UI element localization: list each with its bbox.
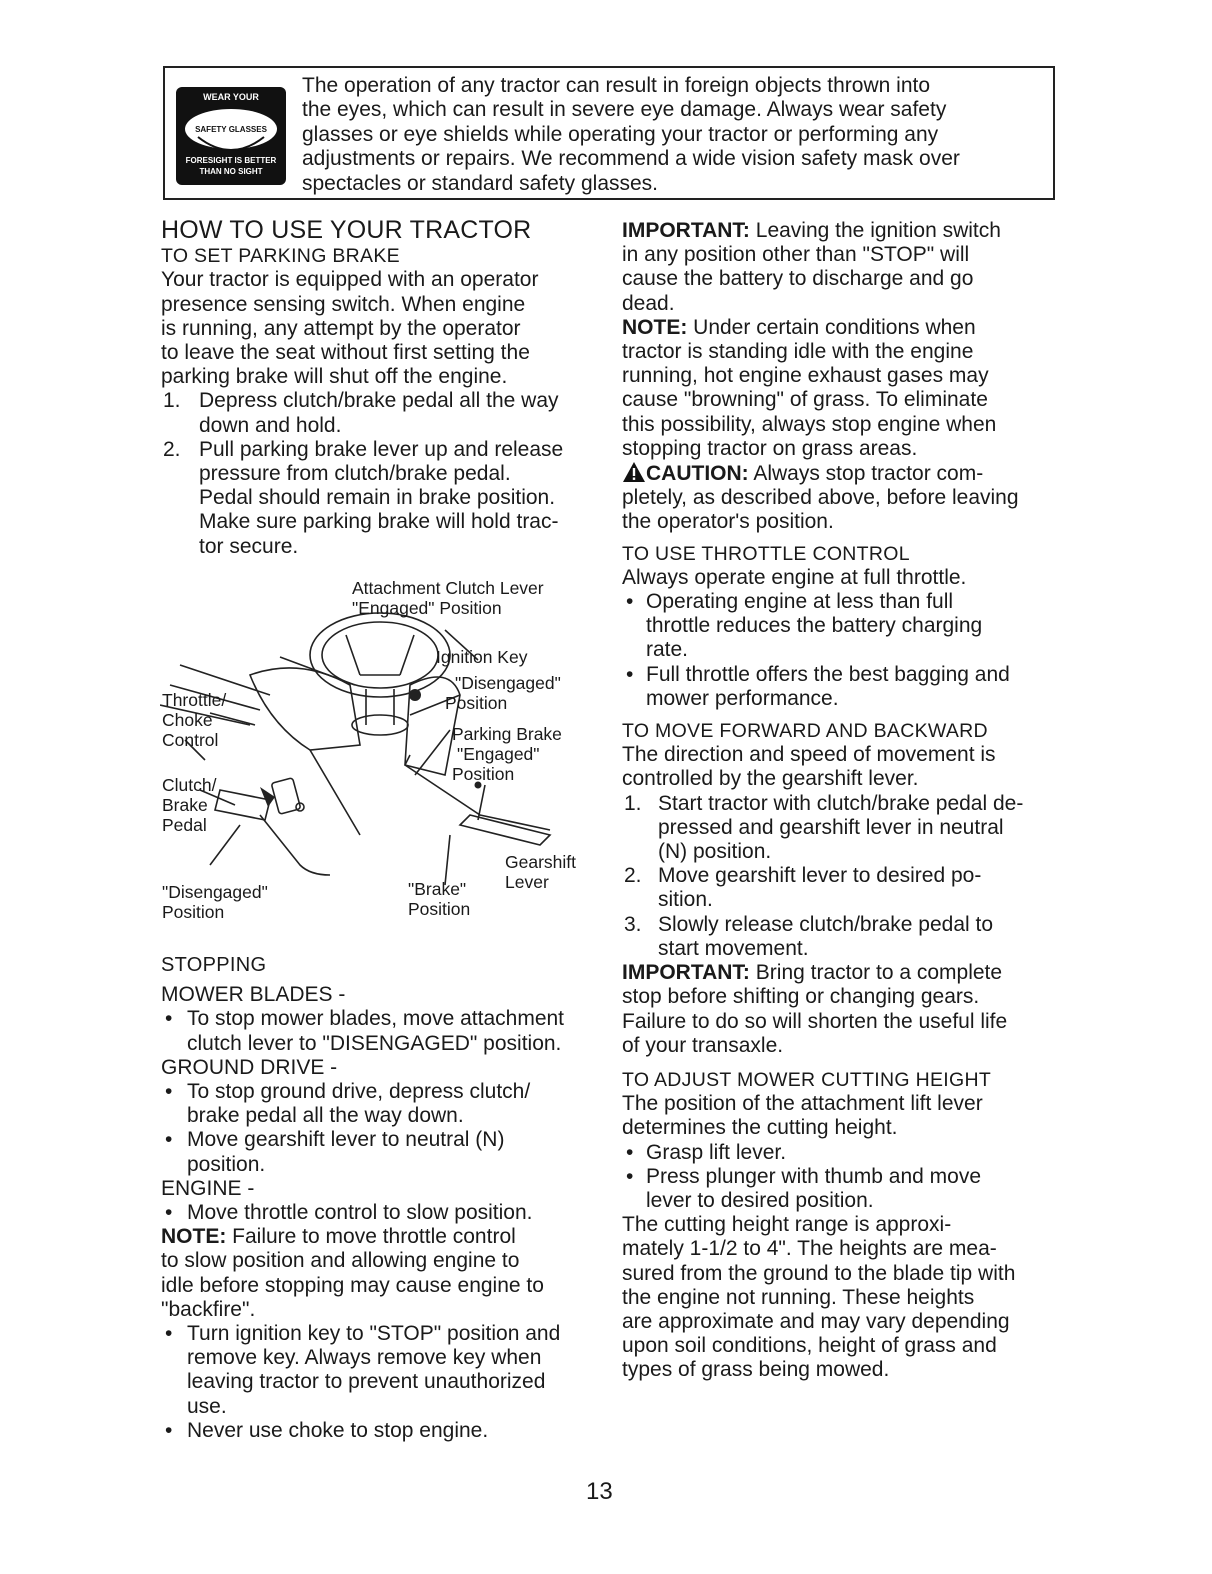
- height-text-line: are approximate and may vary depending: [622, 1309, 1010, 1333]
- step-line: Start tractor with clutch/brake pedal de-: [658, 791, 1024, 815]
- label-line: Parking Brake: [452, 724, 562, 744]
- height-text-line: the engine not running. These heights: [622, 1285, 975, 1309]
- note-line: running, hot engine exhaust gases may: [622, 364, 989, 388]
- important-line: dead.: [622, 291, 675, 315]
- bullet-icon: •: [165, 1128, 173, 1152]
- note-label: NOTE:: [161, 1225, 227, 1249]
- bullet-item: [161, 1201, 601, 1225]
- label-disengaged-left: [162, 882, 268, 922]
- label-line: "Engaged": [457, 744, 540, 764]
- bullet-item: [161, 1128, 601, 1176]
- left-column-top: [161, 218, 601, 559]
- icon-bottom-text-1: FORESIGHT IS BETTER: [185, 156, 277, 165]
- step-line: Move gearshift lever to desired po-: [658, 864, 982, 888]
- bullet-item: [161, 1322, 601, 1419]
- label-line: Attachment Clutch Lever: [352, 578, 544, 598]
- ground-drive-subheading: GROUND DRIVE -: [161, 1055, 338, 1079]
- move-intro-line: controlled by the gearshift lever.: [622, 767, 919, 791]
- bullet-item: [161, 1007, 601, 1055]
- parking-intro-line: Your tractor is equipped with an operator: [161, 268, 539, 292]
- step-line: Slowly release clutch/brake pedal to: [658, 912, 994, 936]
- step-line: Pedal should remain in brake position.: [199, 486, 556, 510]
- parking-intro-line: presence sensing switch. When engine: [161, 292, 526, 316]
- bullet-line: Turn ignition key to "STOP" position and: [187, 1322, 561, 1346]
- steering-wheel: [310, 613, 450, 697]
- bullet-line: Move throttle control to slow position.: [187, 1201, 533, 1225]
- bullet-line: rate.: [646, 638, 689, 662]
- warning-line: The operation of any tractor can result in foreign objects thrown into: [302, 74, 931, 97]
- height-text-line: The cutting height range is approxi-: [622, 1213, 952, 1237]
- bullet-line: Grasp lift lever.: [646, 1140, 787, 1164]
- caution-line: [622, 461, 1052, 486]
- icon-top-text: WEAR YOUR: [203, 92, 259, 102]
- label-line: Throttle/: [162, 690, 227, 710]
- important-label: IMPORTANT:: [622, 961, 750, 985]
- step-number: 3.: [624, 912, 642, 936]
- important-line: [622, 961, 1052, 985]
- bullet-icon: •: [626, 1164, 634, 1188]
- caution-triangle-icon: [622, 461, 646, 483]
- warning-text: [302, 74, 1047, 196]
- move-step-2: [622, 864, 1052, 912]
- note-line: [622, 316, 1052, 340]
- bullet-item: [622, 663, 1052, 711]
- bullet-item: [622, 590, 1052, 663]
- label-clutch-brake-pedal: [162, 775, 216, 835]
- stopping-heading: STOPPING: [161, 954, 267, 976]
- step-number: 2.: [624, 864, 642, 888]
- step-line: Pull parking brake lever up and release: [199, 437, 564, 461]
- important-line: cause the battery to discharge and go: [622, 267, 974, 291]
- height-intro-line: determines the cutting height.: [622, 1116, 898, 1140]
- bullet-line: To stop mower blades, move attachment: [187, 1007, 565, 1031]
- bullet-item: [161, 1080, 601, 1128]
- label-line: Gearshift: [505, 852, 576, 872]
- parking-intro-line: parking brake will shut off the engine.: [161, 365, 508, 389]
- important-text: Leaving the ignition switch: [749, 219, 1001, 242]
- note-line: "backfire".: [161, 1297, 256, 1321]
- step-line: (N) position.: [658, 840, 772, 864]
- important-line: stop before shifting or changing gears.: [622, 985, 980, 1009]
- bullet-item: [161, 1419, 601, 1443]
- caution-text: Always stop tractor com-: [748, 462, 984, 486]
- bullet-icon: •: [165, 1418, 173, 1442]
- label-throttle-choke: [162, 690, 226, 750]
- warning-line: adjustments or repairs. We recommend a wide vision safety mask over: [302, 147, 960, 171]
- bullet-line: Never use choke to stop engine.: [187, 1418, 489, 1442]
- bullet-item: [622, 1165, 1052, 1213]
- label-line: Lever: [505, 872, 549, 892]
- warning-line: spectacles or standard safety glasses.: [302, 171, 659, 195]
- warning-line: glasses or eye shields while operating your tractor or performing any: [302, 122, 939, 146]
- label-ignition-key: Ignition Key: [436, 647, 528, 667]
- caution-line: pletely, as described above, before leaving: [622, 486, 1019, 510]
- step-line: down and hold.: [199, 413, 342, 437]
- label-gearshift-lever: [505, 852, 576, 892]
- mower-blades-subheading: MOWER BLADES -: [161, 983, 346, 1007]
- label-line: Position: [408, 899, 471, 919]
- parking-intro-line: is running, any attempt by the operator: [161, 316, 521, 340]
- step-line: pressed and gearshift lever in neutral: [658, 815, 1004, 839]
- step-line: sition.: [658, 888, 713, 912]
- label-line: Clutch/: [162, 775, 217, 795]
- height-text-line: mately 1-1/2 to 4". The heights are mea-: [622, 1237, 997, 1261]
- bullet-icon: •: [626, 662, 634, 686]
- label-line: Position: [445, 693, 508, 713]
- note-line: stopping tractor on grass areas.: [622, 436, 918, 460]
- bullet-line: To stop ground drive, depress clutch/: [187, 1080, 531, 1104]
- move-step-1: [622, 792, 1052, 865]
- move-step-3: [622, 913, 1052, 961]
- bullet-icon: •: [626, 590, 634, 614]
- step-line: Make sure parking brake will hold trac-: [199, 510, 559, 534]
- important-label: IMPORTANT:: [622, 219, 750, 242]
- bullet-icon: •: [165, 1080, 173, 1104]
- step-line: Depress clutch/brake pedal all the way: [199, 389, 559, 413]
- move-intro-line: The direction and speed of movement is: [622, 743, 996, 767]
- bullet-line: clutch lever to "DISENGAGED" position.: [187, 1031, 562, 1055]
- throttle-heading: TO USE THROTTLE CONTROL: [622, 542, 910, 565]
- step-number: 2.: [163, 437, 181, 461]
- move-heading: TO MOVE FORWARD AND BACKWARD: [622, 720, 988, 743]
- note-line: tractor is standing idle with the engine: [622, 340, 974, 364]
- parking-intro-line: to leave the seat without first setting the: [161, 341, 530, 365]
- step-number: 1.: [624, 791, 642, 815]
- label-line: Position: [162, 902, 225, 922]
- note-text: Under certain conditions when: [687, 315, 976, 339]
- bullet-icon: •: [165, 1322, 173, 1346]
- note-line: cause "browning" of grass. To eliminate: [622, 388, 988, 412]
- bullet-line: Operating engine at less than full: [646, 590, 954, 614]
- right-column: [622, 219, 1052, 1383]
- label-attachment-clutch: [352, 578, 544, 618]
- label-line: "Disengaged": [162, 882, 268, 902]
- important-text: Bring tractor to a complete: [749, 961, 1003, 985]
- note-line: [161, 1225, 601, 1249]
- label-line: Brake: [162, 795, 208, 815]
- note-label: NOTE:: [622, 315, 688, 339]
- label-line: "Brake": [408, 879, 467, 899]
- note-line: to slow position and allowing engine to: [161, 1249, 520, 1273]
- label-line: Choke: [162, 710, 213, 730]
- important-line: [622, 219, 1052, 243]
- bullet-line: remove key. Always remove key when: [187, 1346, 542, 1370]
- label-line: "Disengaged": [455, 673, 561, 693]
- engine-subheading: ENGINE -: [161, 1176, 255, 1200]
- label-parking-brake: [453, 697, 458, 717]
- label-line: Pedal: [162, 815, 207, 835]
- gearshift-lever-shape: [460, 815, 550, 845]
- bullet-icon: •: [165, 1201, 173, 1225]
- page-number: 13: [586, 1478, 613, 1505]
- clutch-brake-pedal-shape: [215, 790, 270, 820]
- bullet-icon: •: [165, 1007, 173, 1031]
- label-brake-position: [408, 879, 470, 919]
- caution-line: the operator's position.: [622, 510, 834, 534]
- label-disengaged-right: [445, 673, 561, 713]
- throttle-intro: Always operate engine at full throttle.: [622, 565, 967, 589]
- bullet-line: leaving tractor to prevent unauthorized: [187, 1370, 546, 1394]
- step-2: [161, 438, 601, 559]
- cutting-height-heading: TO ADJUST MOWER CUTTING HEIGHT: [622, 1068, 992, 1091]
- bullet-line: Press plunger with thumb and move: [646, 1164, 982, 1188]
- icon-bottom-text-2: THAN NO SIGHT: [199, 167, 263, 176]
- step-line: tor secure.: [199, 534, 299, 558]
- step-1: [161, 389, 601, 437]
- left-column-bottom: [161, 953, 601, 1443]
- bullet-icon: •: [626, 1140, 634, 1164]
- bullet-line: throttle reduces the battery charging: [646, 614, 983, 638]
- label-line: Control: [162, 730, 219, 750]
- label-line: "Engaged" Position: [352, 598, 502, 618]
- label-parking-brake-engaged: [452, 724, 562, 784]
- bullet-line: use.: [187, 1394, 227, 1418]
- step-number: 1.: [163, 389, 181, 413]
- height-text-line: sured from the ground to the blade tip with: [622, 1261, 1016, 1285]
- important-line: of your transaxle.: [622, 1033, 784, 1057]
- note-text: Failure to move throttle control: [226, 1225, 516, 1249]
- bullet-item: [622, 1141, 1052, 1165]
- bullet-line: brake pedal all the way down.: [187, 1104, 464, 1128]
- bullet-line: Full throttle offers the best bagging and: [646, 662, 1010, 686]
- caution-label: CAUTION:: [646, 462, 749, 486]
- safety-glasses-icon: [176, 87, 286, 185]
- note-line: this possibility, always stop engine when: [622, 412, 997, 436]
- step-line: pressure from clutch/brake pedal.: [199, 462, 511, 486]
- bullet-line: Move gearshift lever to neutral (N): [187, 1128, 505, 1152]
- label-line: Position: [452, 764, 515, 784]
- warning-line: the eyes, which can result in severe eye damage. Always wear safety: [302, 98, 947, 122]
- bullet-line: position.: [187, 1152, 266, 1176]
- height-text-line: types of grass being mowed.: [622, 1358, 890, 1382]
- page-title: HOW TO USE YOUR TRACTOR: [161, 216, 532, 244]
- step-line: start movement.: [658, 936, 809, 960]
- note-line: idle before stopping may cause engine to: [161, 1273, 544, 1297]
- height-text-line: upon soil conditions, height of grass and: [622, 1334, 997, 1358]
- height-intro-line: The position of the attachment lift lever: [622, 1092, 983, 1116]
- important-line: in any position other than "STOP" will: [622, 243, 970, 267]
- important-line: Failure to do so will shorten the useful life: [622, 1009, 1008, 1033]
- bullet-line: lever to desired position.: [646, 1188, 874, 1212]
- bullet-line: mower performance.: [646, 686, 839, 710]
- icon-mid-text: SAFETY GLASSES: [195, 125, 267, 134]
- parking-brake-heading: TO SET PARKING BRAKE: [161, 245, 400, 268]
